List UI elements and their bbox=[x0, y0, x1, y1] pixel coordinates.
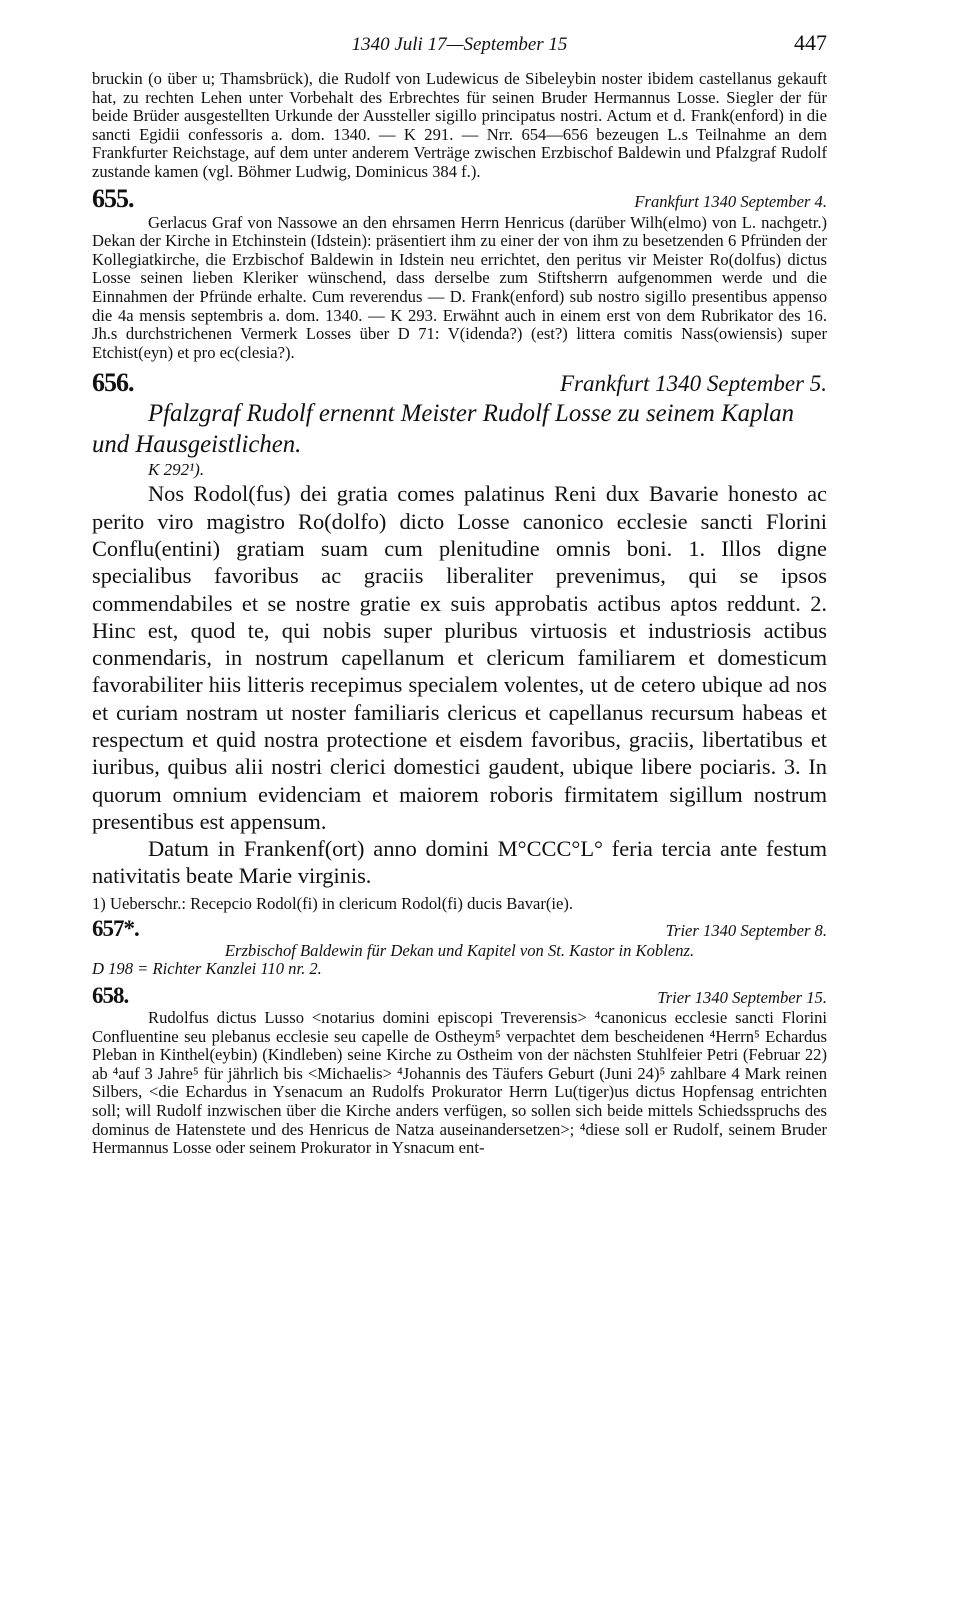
entry-text: Gerlacus Graf von Nassowe an den ehrsamen Herrn Henricus (darüber Wilh(elmo) von L. nachgetr.) Dekan der Kirche in Etchinstein (Idstein): präsentiert ihm zu einer der von ihm zu besetzenden 6 Pfründen der Kollegiatkirche, die Erzbischof Baldewin in Idstein neu errichtet, den peritus vir Meister Ro(dolfus) dictus Losse seinen lieben Kleriker wünschend, dass derselbe zum Stiftsherrn aufgenommen werde und die Einnahmen der Pfründe erhalte. Cum reverendus — D. Frank(enford) sub nostro sigillo presentibus appenso die 4a mensis septembris a. dom. 1340. — K 293. Erwähnt auch in einem erst von dem Rubrikator des 16. Jh.s durchstrichenen Vermerk Losses über D 71: V(idenda?) (est?) littera comitis Nass(owiensis) super Etchist(eyn) et pro ec(clesia?). bbox=[92, 212, 827, 362]
charter-text: Nos Rodol(fus) dei gratia comes palatinus Reni dux Bavarie honesto ac perito viro magistro Ro(dolfo) dicto Losse canonico ecclesie sancti Florini Conflu(entini) gratiam suam cum plenitudine omnis boni. 1. Illos digne specialibus favoribus ac graciis liberaliter prevenimus, qui se ipsos commendabiles et se nostre gratie ex suis approbatis actibus aptos reddunt. 2. Hinc est, quod te, qui nobis super pluribus virtuosis et industriosis actibus conmendaris, in nostrum capellanum et clericum familiarem et domesticum favorabiliter hiis litteris recepimus specialem volentes, ut de cetero ubique ad nos et curiam nostram ut noster familiaris clericus et capellanus recursum habeas et respectum et quid nostra protectione et eisdem favoribus, graciis, libertatibus et iuribus, quibus alii nostri clerici domestici gaudent, ubique libere pociaris. 3. In quorum omnium evidenciam et maiorem roboris firmitatem sigillum nostrum presentibus est appensum. bbox=[92, 481, 827, 834]
entry-number: 655. bbox=[92, 183, 134, 213]
page-header bbox=[92, 30, 827, 70]
entry-657 bbox=[92, 916, 827, 979]
page-number: 447 bbox=[794, 30, 827, 55]
place-date: Frankfurt 1340 September 4. bbox=[634, 191, 827, 211]
entry-655 bbox=[92, 184, 827, 363]
regest-heading: Erzbischof Baldewin für Dekan und Kapitel von St. Kastor in Koblenz. bbox=[224, 940, 695, 960]
entry-number: 657*. bbox=[92, 915, 139, 941]
entry-656 bbox=[92, 368, 827, 913]
entry-658 bbox=[92, 983, 827, 1158]
place-date: Trier 1340 September 8. bbox=[665, 920, 827, 940]
running-head: 1340 Juli 17—September 15 bbox=[351, 34, 568, 55]
place-date: Frankfurt 1340 September 5. bbox=[559, 371, 827, 397]
place-date: Trier 1340 September 15. bbox=[657, 987, 827, 1007]
entry-number: 656. bbox=[92, 368, 134, 398]
entry-number: 658. bbox=[92, 982, 129, 1008]
source-reference: K 292¹). bbox=[148, 460, 205, 480]
entry-654-continuation: bruckin (o über u; Thamsbrück), die Rudolf von Ludewicus de Sibeleybin noster ibidem castellanus gekauft hat, zu rechten Lehen unter Vorbehalt des Erbrechtes für seinen Bruder Hermannus Losse. Siegler der für beide Brüder ausgestellten Urkunde der Aussteller sigillo principatus nostri. Actum et d. Frank(enford) in die sancti Egidii confessoris a. dom. 1340. — K 291. — Nrr. 654—656 bezeugen L.s Teilnahme an dem Frankfurter Reichstage, auf dem unter anderem Verträge zwischen Erzbischof Baldewin und Pfalzgraf Rudolf zustande kamen (vgl. Böhmer Ludwig, Dominicus 384 f.). bbox=[92, 69, 827, 181]
entry-text: Rudolfus dictus Lusso <notarius domini episcopi Treverensis> ⁴canonicus ecclesie sancti Florini Confluentine seu plebanus ecclesie seu capelle de Ostheym⁵ verpachtet dem bescheidenen ⁴Herrn⁵ Echardus Pleban in Kinthel(eybin) (Kindleben) seine Kirche zu Ostheim von der nächsten Stuhlfeier Petri (Februar 22) ab ⁴auf 3 Jahre⁵ für jährlich bis <Michaelis> ⁴Johannis des Täufers Geburt (Juni 24)⁵ zahlbare 4 Mark reinen Silbers, <die Echardus in Ysenacum an Rudolfs Prokurator Herrn Lu(tiger)us dictus Hopfensag entrichten soll; will Rudolf inzwischen über die Kirche anders verfügen, so sollen sich beide mittels Schiedsspruchs des dominus de Hatenstete und des Henricus de Natza auseinandersetzen>; ⁴diese soll er Rudolf, seinem Bruder Hermannus Losse oder seinem Prokurator in Ysnacum ent- bbox=[92, 1007, 827, 1158]
regest-heading: Pfalzgraf Rudolf ernennt Meister Rudolf Losse zu seinem Kaplan und Hausgeistlichen. bbox=[92, 400, 795, 459]
document-page bbox=[92, 30, 827, 1158]
source-reference: D 198 = Richter Kanzlei 110 nr. 2. bbox=[92, 959, 322, 979]
datum-clause: Datum in Frankenf(ort) anno domini M°CCC°L° feria tercia ante festum nativitatis beate Marie virginis. bbox=[92, 836, 827, 889]
footnote: 1) Ueberschr.: Recepcio Rodol(fi) in clericum Rodol(fi) ducis Bavar(ie). bbox=[92, 893, 574, 913]
